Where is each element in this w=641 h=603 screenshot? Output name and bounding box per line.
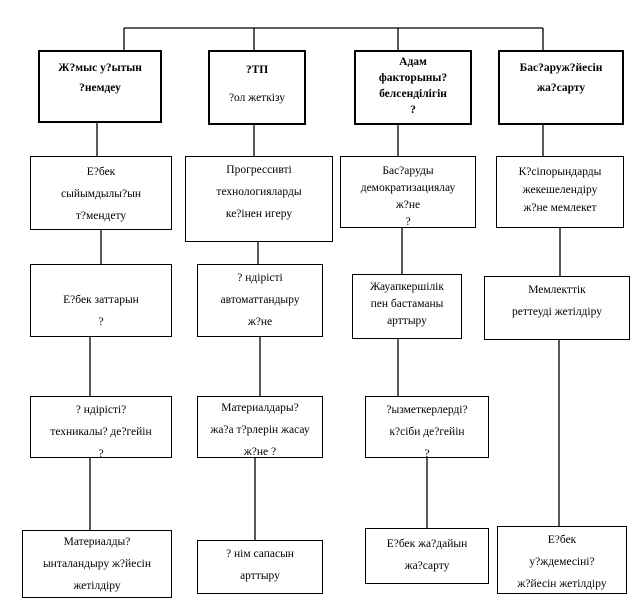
item-line: пен бастаманы	[370, 298, 444, 310]
item-line: ?	[424, 448, 430, 458]
item-line: арттыру	[387, 315, 427, 327]
header-box-management-system	[498, 50, 624, 125]
item-line	[31, 279, 171, 289]
item-box	[497, 526, 627, 594]
item-line: ж?не	[395, 199, 421, 211]
item-line: ?ызметкерлерді?	[386, 404, 468, 416]
item-box	[197, 540, 323, 594]
item-box	[496, 156, 624, 228]
item-line: ж?не	[247, 316, 273, 328]
item-line: жа?сарту	[404, 560, 450, 572]
header-box-stp	[208, 50, 306, 125]
item-line: Е?бек заттарын	[63, 294, 139, 306]
item-line: жетілдіру	[73, 580, 121, 592]
header-line: ?ол жеткізу	[228, 92, 286, 104]
item-line: К?сіпорындарды	[518, 166, 602, 178]
item-line: Е?бек	[86, 166, 116, 178]
item-box	[22, 530, 172, 598]
item-line: жекешелендіру	[522, 184, 598, 196]
item-box	[365, 528, 489, 584]
item-line: автоматтандыру	[220, 294, 300, 306]
item-box	[197, 396, 323, 458]
header-line: Бас?аруж?йесін	[519, 62, 603, 74]
header-box-work-time-saving	[38, 50, 162, 123]
item-box	[484, 276, 630, 340]
item-line: Е?бек жа?дайын	[386, 538, 468, 550]
item-line: ж?не ?	[243, 446, 277, 458]
item-line: т?мендету	[75, 210, 127, 222]
item-line: техникалы? де?гейін	[50, 426, 152, 438]
item-box	[365, 396, 489, 458]
item-line: Прогрессивті	[226, 164, 292, 176]
item-line: жа?а т?рлерін жасау	[210, 424, 310, 436]
item-box	[30, 396, 172, 458]
item-line: ?	[98, 448, 104, 458]
header-box-human-factor	[354, 50, 472, 125]
header-line: факторыны?	[378, 72, 448, 84]
item-line: ынталандыру ж?йесін	[42, 558, 152, 570]
item-line: ? ндірісті?	[75, 404, 127, 416]
item-box	[185, 156, 333, 242]
item-line: ке?інен игеру	[225, 208, 293, 220]
item-line: ?	[98, 316, 104, 328]
header-line: Ж?мыс у?ытын	[58, 62, 142, 74]
item-line: к?сіби де?гейін	[389, 426, 465, 438]
item-line: арттыру	[240, 570, 280, 582]
item-line: у?ждемесіні?	[529, 556, 595, 568]
item-line: Материалдары?	[221, 402, 299, 414]
item-box	[197, 264, 323, 337]
item-line: Бас?аруды	[382, 165, 434, 177]
item-line: демократизациялау	[360, 182, 456, 194]
header-line: ?немдеу	[79, 82, 121, 94]
header-line: Адам	[399, 56, 427, 68]
item-line: Е?бек	[547, 534, 577, 546]
item-box	[30, 156, 172, 230]
header-line: жа?сарту	[536, 82, 586, 94]
item-line: Материалды?	[63, 536, 131, 548]
item-line: Мемлекттік	[528, 284, 586, 296]
item-box	[30, 264, 172, 337]
header-line: белсенділігін	[379, 88, 447, 100]
header-line: ?ТП	[245, 64, 269, 76]
item-line: реттеуді жетілдіру	[512, 306, 602, 318]
item-line: ?	[405, 216, 411, 228]
item-line: Жауапкершілік	[370, 281, 444, 293]
item-line: ? ндірісті	[237, 272, 283, 284]
item-line: сыйымдылы?ын	[60, 188, 142, 200]
item-line: технологияларды	[216, 186, 302, 198]
header-line: ?	[410, 104, 416, 116]
item-line: ж?не мемлекет	[523, 202, 597, 214]
item-line: ? нім сапасын	[226, 548, 294, 560]
item-box	[340, 156, 476, 228]
item-box	[352, 274, 462, 339]
item-line: ж?йесін жетілдіру	[517, 578, 607, 590]
